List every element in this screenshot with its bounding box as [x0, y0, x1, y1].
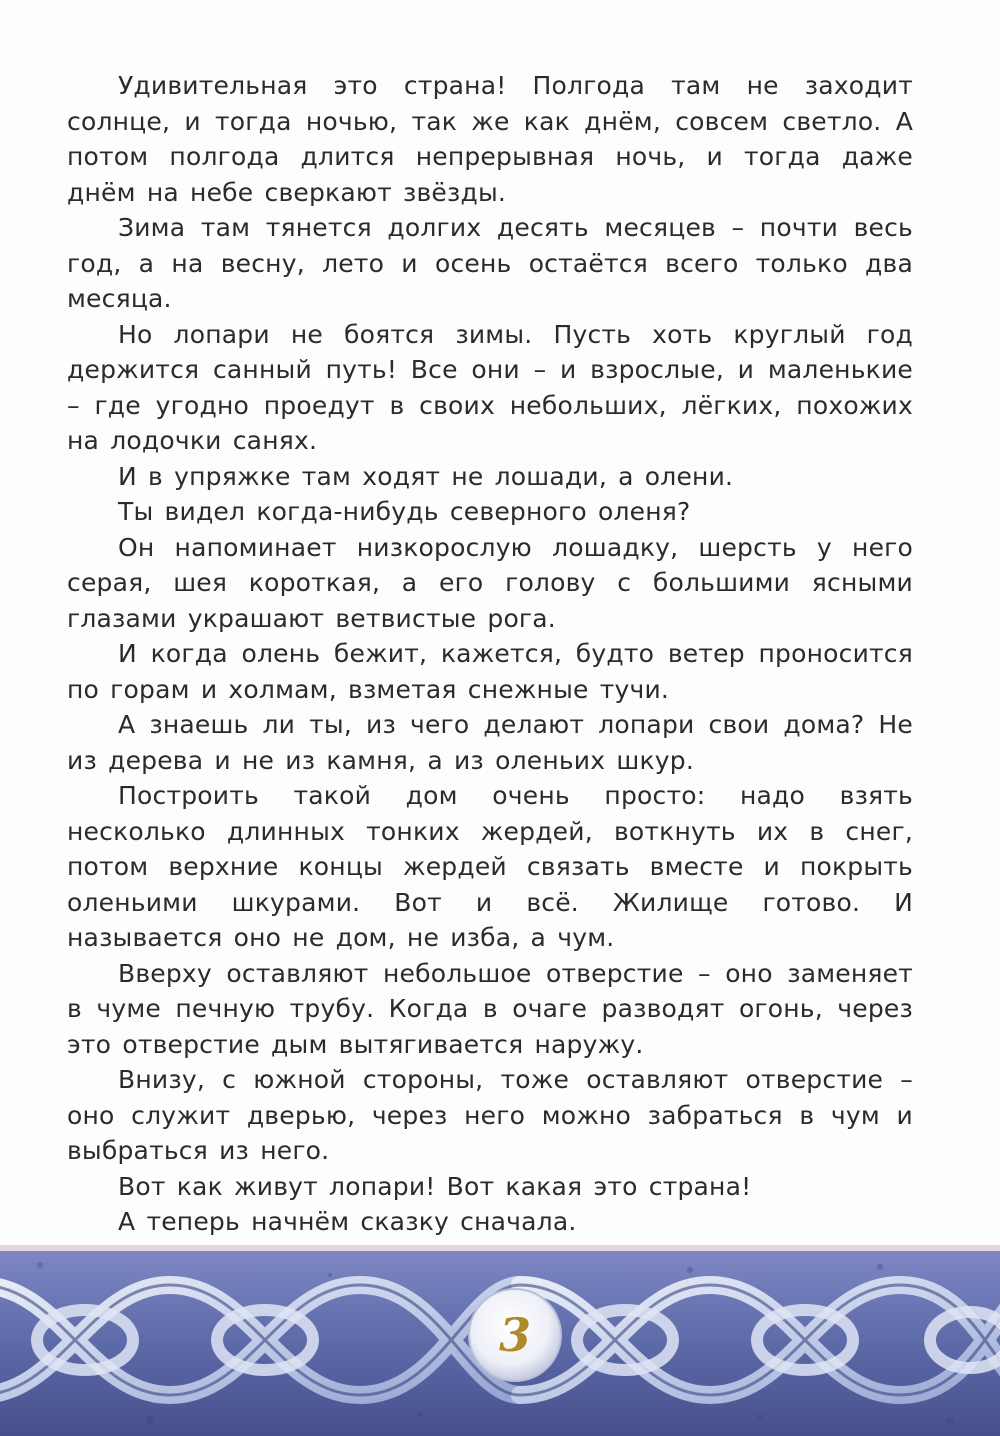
- paragraph: Удивительная это страна! Полгода там не заходит солнце, и тогда ночью, так же как днём, совсем светло. А потом полгода длится непрерывная ночь, и тогда даже днём на небе сверкают звёзды.: [67, 71, 913, 207]
- paragraph: А знаешь ли ты, из чего делают лопари свои дома? Не из дерева и не из камня, а из оленьих шкур.: [67, 710, 913, 775]
- paragraph: Построить такой дом очень просто: надо взять несколько длинных тонких жердей, воткнуть их в снег, потом верхние концы жердей связать вместе и покрыть оленьими шкурами. Вот и всё. Жилище готово. И называется оно не дом, не изба, а чум.: [67, 781, 913, 952]
- paragraph: Ты видел когда-нибудь северного оленя?: [118, 497, 691, 526]
- paragraph: Зима там тянется долгих десять месяцев – почти весь год, а на весну, лето и осень остаётся всего только два месяца.: [67, 213, 913, 313]
- paragraph: Вот как живут лопари! Вот какая это страна!: [118, 1171, 752, 1201]
- story-text: [67, 68, 913, 1311]
- paragraph: Внизу, с южной стороны, тоже оставляют отверстие – оно служит дверью, через него можно забраться в чум и выбраться из него.: [67, 1065, 913, 1165]
- page-number: 3: [498, 1308, 531, 1362]
- paragraph: И в упряжке там ходят не лошади, а олени.: [118, 461, 734, 491]
- paragraph: Он напоминает низкорослую лошадку, шерсть у него серая, шея короткая, а его голову с большими ясными глазами украшают ветвистые рога.: [67, 532, 913, 633]
- paragraph: Вверху оставляют небольшое отверстие – оно заменяет в чуме печную трубу. Когда в очаге разводят огонь, через это отверстие дым вытягивается наружу.: [67, 958, 913, 1059]
- paragraph: И когда олень бежит, кажется, будто ветер проносится по горам и холмам, взметая снежные тучи.: [67, 639, 913, 704]
- paragraph: А теперь начнём сказку сначала.: [118, 1207, 577, 1236]
- paragraph: Но лопари не боятся зимы. Пусть хоть круглый год держится санный путь! Все они – и взрослые, и маленькие – где угодно проедут в своих небольших, лёгких, похожих на лодочки санях.: [67, 319, 913, 455]
